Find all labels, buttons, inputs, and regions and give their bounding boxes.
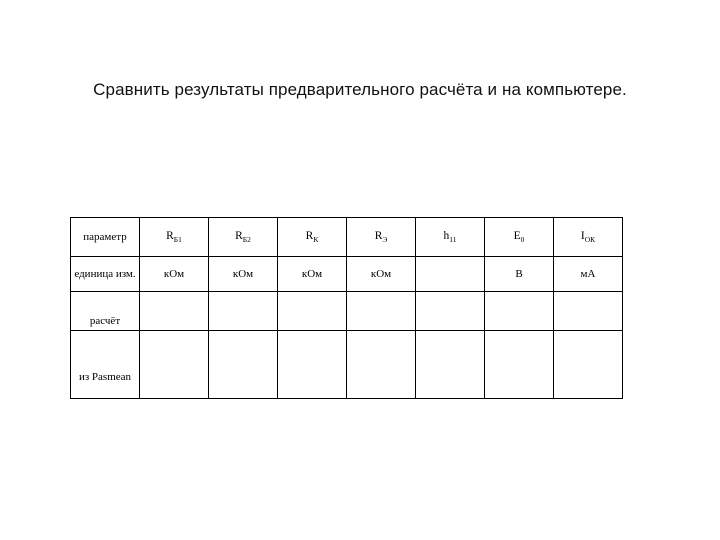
data-cell: [278, 292, 347, 331]
row-label-cell: расчёт: [71, 292, 140, 331]
unit-cell: кОм: [347, 257, 416, 292]
comparison-table: [70, 217, 623, 399]
header-label-cell: параметр: [71, 218, 140, 257]
data-cell: [416, 292, 485, 331]
data-cell: [140, 331, 209, 399]
table-units-row: [71, 257, 623, 292]
table-row-pc: [71, 331, 623, 399]
unit-cell: кОм: [278, 257, 347, 292]
data-cell: [554, 331, 623, 399]
unit-cell: мА: [554, 257, 623, 292]
data-cell: [209, 331, 278, 399]
data-cell: [140, 292, 209, 331]
data-cell: [485, 292, 554, 331]
unit-cell: [416, 257, 485, 292]
data-cell: [347, 331, 416, 399]
slide-title: Сравнить результаты предварительного расчёта и на компьютере.: [93, 80, 627, 99]
unit-cell: кОм: [140, 257, 209, 292]
header-cell-rk: $R_К$: [278, 218, 347, 257]
header-cell-rb2: $R_{Б2}$: [209, 218, 278, 257]
data-cell: [554, 292, 623, 331]
table-row-calculation: [71, 292, 623, 331]
units-label-cell: единица изм.: [71, 257, 140, 292]
row-label-cell: из Pasmean: [71, 331, 140, 399]
data-cell: [347, 292, 416, 331]
data-cell: [485, 331, 554, 399]
unit-cell: В: [485, 257, 554, 292]
header-cell-rb1: $R_{Б1}$: [140, 218, 209, 257]
table-header-row: [71, 218, 623, 257]
header-cell-re: $R_Э$: [347, 218, 416, 257]
unit-cell: кОм: [209, 257, 278, 292]
data-cell: [209, 292, 278, 331]
data-cell: [416, 331, 485, 399]
data-cell: [278, 331, 347, 399]
header-cell-iok: $I_{ОК}$: [554, 218, 623, 257]
header-cell-e0: $E_0$: [485, 218, 554, 257]
header-cell-h11: $h_{11}$: [416, 218, 485, 257]
